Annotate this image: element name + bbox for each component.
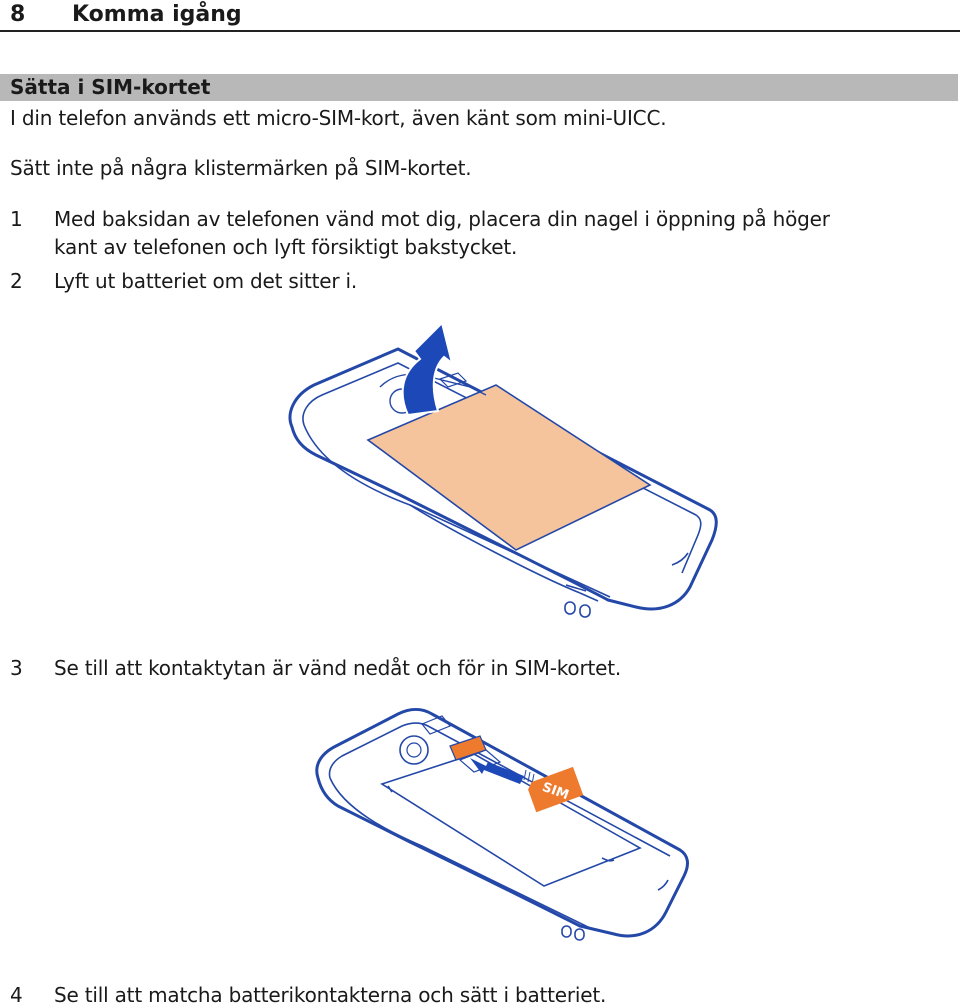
sim-label: SIM	[540, 779, 571, 804]
step-number: 3	[10, 656, 23, 680]
battery-removal-illustration	[280, 315, 720, 620]
sim-insertion-illustration	[310, 700, 695, 950]
paragraph: Sätt inte på några klistermärken på SIM-kortet.	[10, 156, 472, 180]
step-text: Lyft ut batteriet om det sitter i.	[54, 269, 358, 293]
step-text: Med baksidan av telefonen vänd mot dig, placera din nagel i öppning på höger	[54, 207, 830, 231]
step-text: Se till att matcha batterikontakterna och sätt i batteriet.	[54, 983, 607, 1007]
step-number: 2	[10, 269, 23, 293]
step-number: 1	[10, 207, 23, 231]
paragraph: I din telefon används ett micro-SIM-kort, även känt som mini-UICC.	[10, 106, 667, 130]
step-number: 4	[10, 983, 23, 1007]
page-number: 8	[10, 2, 26, 27]
section-title: Sätta i SIM-kortet	[10, 75, 211, 99]
step-text: Se till att kontaktytan är vänd nedåt och för in SIM-kortet.	[54, 656, 622, 680]
section-heading-bar	[0, 74, 958, 101]
page-header	[0, 0, 960, 32]
step-text: kant av telefonen och lyft försiktigt bakstycket.	[54, 235, 518, 259]
chapter-title: Komma igång	[72, 2, 242, 27]
